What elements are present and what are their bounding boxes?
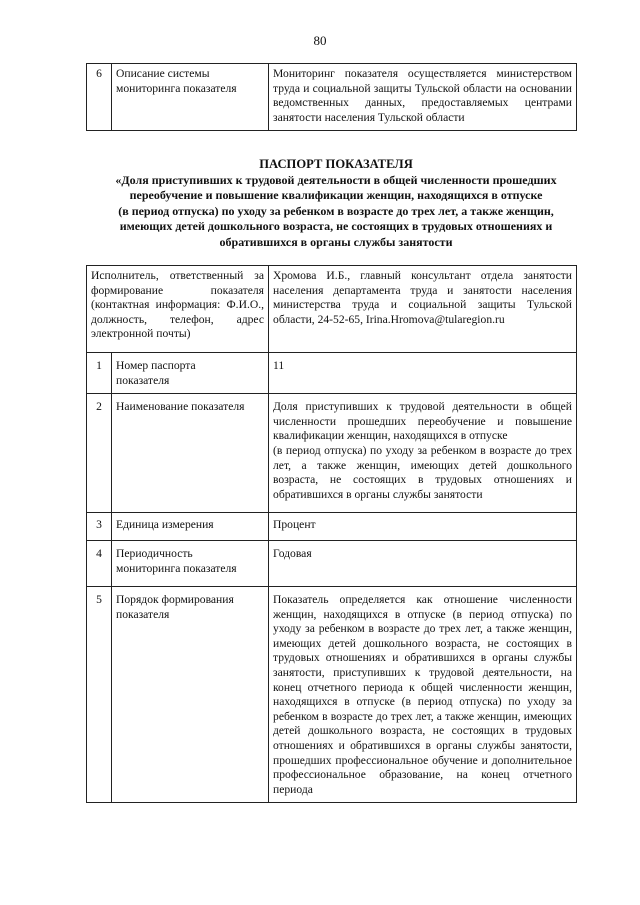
passport-table xyxy=(86,265,577,803)
row-number: 5 xyxy=(87,587,112,803)
row-label: Наименование показателя xyxy=(112,394,269,513)
table-row xyxy=(87,394,577,513)
row-number: 2 xyxy=(87,394,112,513)
row-number: 6 xyxy=(87,64,112,131)
page-number: 80 xyxy=(313,33,327,48)
passport-subtitle: «Доля приступивших к трудовой деятельности в общей численности прошедших переобучение и повышение квалификации женщин, находящихся в отпуске (в период отпуска) по уходу за ребенком в возрасте до трех лет, а также женщин, имеющих детей дошкольного возраста, не состоящих в трудовых отношениях и обратившихся в органы службы занятости xyxy=(115,172,557,249)
row-value: Показатель определяется как отношение численности женщин, находящихся в отпуске (в период отпуска) по уходу за ребенком в возрасте до трех лет, а также женщин, имеющих детей дошкольного возраста, не состоящих в трудовых отношениях и обратившихся в органы службы занятости, приступивших к трудовой деятельности, на конец отчетного периода к общей численности женщин, находящихся в отпуске (в период отпуска) по уходу за ребенком в возрасте до трех лет, а также женщин, имеющих детей дошкольного возраста, не состоящих в трудовых отношениях и обратившихся в органы службы занятости, прошедших профессиональное обучение и дополнительное профессиональное образование, на конец отчетного периода xyxy=(269,587,577,803)
row-label: Порядок формирования показателя xyxy=(112,587,269,803)
row-number: 4 xyxy=(87,540,112,586)
row-number: 3 xyxy=(87,513,112,541)
row-label: Периодичность мониторинга показателя xyxy=(112,540,269,586)
row-value: Мониторинг показателя осуществляется министерством труда и социальной защиты Тульской области на основании ведомственных данных, предоставляемых центрами занятости населения Тульской области xyxy=(269,64,577,131)
row-label: Номер паспорта показателя xyxy=(112,352,269,393)
table-row xyxy=(87,587,577,803)
table-row xyxy=(87,352,577,393)
executor-row xyxy=(87,266,577,353)
executor-label: Исполнитель, ответственный за формирование показателя (контактная информация: Ф.И.О., должность, телефон, адрес электронной почты) xyxy=(87,266,269,353)
row-label: Единица измерения xyxy=(112,513,269,541)
row-value: Процент xyxy=(269,513,577,541)
row-value: 11 xyxy=(269,352,577,393)
row-number: 1 xyxy=(87,352,112,393)
table-row xyxy=(87,64,577,131)
executor-value: Хромова И.Б., главный консультант отдела занятости населения департамента труда и занятости населения министерства труда и социальной защиты Тульской области, 24-52-65, Irina.Hromova@tularegion.ru xyxy=(269,266,577,353)
row-value: Годовая xyxy=(269,540,577,586)
table-row xyxy=(87,540,577,586)
row-label: Описание системы мониторинга показателя xyxy=(112,64,269,131)
table-row xyxy=(87,513,577,541)
row-value: Доля приступивших к трудовой деятельности в общей численности прошедших переобучение и повышение квалификации женщин, находящихся в отпуске (в период отпуска) по уходу за ребенком в возрасте до трех лет, а также женщин, имеющих детей дошкольного возраста, не состоящих в трудовых отношениях и обратившихся в органы службы занятости xyxy=(269,394,577,513)
passport-title: ПАСПОРТ ПОКАЗАТЕЛЯ xyxy=(259,157,413,171)
monitoring-table xyxy=(86,63,577,131)
passport-heading xyxy=(86,157,586,251)
